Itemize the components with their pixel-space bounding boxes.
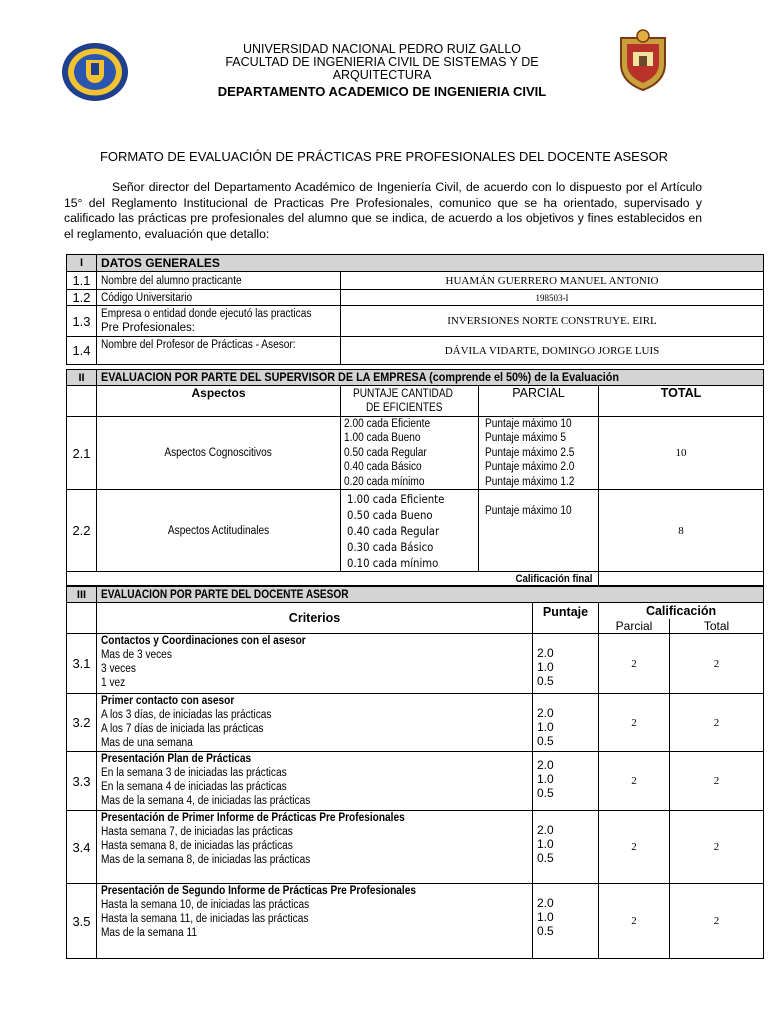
row-number: 3.2 [67,694,97,752]
parcial-value: 2 [599,694,670,752]
criteria-cell: Primer contacto con asesor A los 3 días, de iniciadas las prácticas A los 7 días de iniciada las prácticas Mas de una semana [97,694,533,752]
score-list: 2.0 1.0 0.5 [533,694,599,752]
total-value: 2 [670,811,764,884]
row-number: 1.2 [67,290,97,306]
row-number: 2.1 [67,417,97,490]
parcial-value: 2 [599,634,670,694]
row-number: 2.2 [67,490,97,572]
section-title: EVALUACION POR PARTE DEL SUPERVISOR DE LA EMPRESA (comprende el 50%) de la Evaluación [97,370,764,386]
total-value: 8 [599,490,764,572]
total-header: Total [670,619,764,634]
field-label: Empresa o entidad donde ejecutó las practicas Pre Profesionales: [97,306,341,337]
faculty-name-line2: ARQUITECTURA [332,68,432,82]
department-name: DEPARTAMENTO ACADEMICO DE INGENIERIA CIVIL [217,84,547,99]
empty-cell [67,386,97,417]
advisor-evaluation-table [66,586,764,959]
final-grade-label: Calificación final [67,572,599,586]
score-header: Puntaje [533,603,599,634]
row-number: 3.4 [67,811,97,884]
field-label: Código Universitario [97,290,341,306]
field-label: Nombre del Profesor de Prácticas - Asesor: [97,337,341,365]
final-grade-value [599,572,764,586]
row-number: 3.3 [67,752,97,811]
row-number: 3.1 [67,634,97,694]
aspect-label: Aspectos Cognoscitivos [97,417,341,490]
total-value: 2 [670,634,764,694]
intro-paragraph: Señor director del Departamento Académico de Ingeniería Civil, de acuerdo con lo dispuesto por el Artículo 15° del Reglamento Institucional de Practicas Pre Profesionales, comunico que se ha orientado, supervisado y calificado las prácticas pre profesionales del alumno que se indica, de acuerdo a los objetivos y fines establecidos en el reglamento, evaluación que detallo: [64,180,702,241]
parcial-header: PARCIAL [479,386,599,417]
parcial-value: 2 [599,884,670,959]
row-number: 1.4 [67,337,97,365]
parcial-value: 2 [599,752,670,811]
total-value: 2 [670,752,764,811]
company-value: INVERSIONES NORTE CONSTRUYE. EIRL [341,306,764,337]
student-name-value: HUAMÁN GUERRERO MANUEL ANTONIO [341,272,764,290]
total-header: TOTAL [599,386,764,417]
supervisor-evaluation-table [66,369,764,586]
parcial-header: Parcial [599,619,670,634]
row-number: 3.5 [67,884,97,959]
criteria-cell: Contactos y Coordinaciones con el asesor Mas de 3 veces 3 veces 1 vez [97,634,533,694]
section-title: DATOS GENERALES [97,255,764,272]
student-code-value: 198503-I [341,290,764,306]
criteria-cell: Presentación de Segundo Informe de Prácticas Pre Profesionales Hasta la semana 10, de iniciadas las prácticas Hasta la semana 11, de iniciadas las prácticas Mas de la semana 11 [97,884,533,959]
score-list: 2.0 1.0 0.5 [533,884,599,959]
advisor-value: DÁVILA VIDARTE, DOMINGO JORGE LUIS [341,337,764,365]
grade-header: Calificación [599,603,764,619]
parcial-value: 2 [599,811,670,884]
criteria-header: Criterios [97,603,533,634]
puntaje-list: 1.00 cada Eficiente 0.50 cada Bueno 0.40 cada Regular 0.30 cada Básico 0.10 cada mínimo [341,490,479,572]
university-logo [60,42,130,102]
aspects-header: Aspectos [97,386,341,417]
puntaje-header: PUNTAJE CANTIDAD DE EFICIENTES [341,386,479,417]
section-number: II [67,370,97,386]
score-list: 2.0 1.0 0.5 [533,634,599,694]
criteria-cell: Presentación de Primer Informe de Prácticas Pre Profesionales Hasta semana 7, de iniciadas las prácticas Hasta semana 8, de iniciadas las prácticas Mas de la semana 8, de iniciadas las prácticas [97,811,533,884]
section-title: EVALUACION POR PARTE DEL DOCENTE ASESOR [97,587,764,603]
university-name: UNIVERSIDAD NACIONAL PEDRO RUIZ GALLO [242,42,522,56]
row-number: 1.1 [67,272,97,290]
parcial-list: Puntaje máximo 10 [479,490,599,572]
aspect-label: Aspectos Actitudinales [97,490,341,572]
faculty-name-line1: FACULTAD DE INGENIERIA CIVIL DE SISTEMAS Y DE [225,55,539,69]
total-value: 2 [670,884,764,959]
document-title: FORMATO DE EVALUACIÓN DE PRÁCTICAS PRE PROFESIONALES DEL DOCENTE ASESOR [99,149,669,164]
faculty-logo [615,28,671,92]
total-value: 2 [670,694,764,752]
score-list: 2.0 1.0 0.5 [533,752,599,811]
field-label: Nombre del alumno practicante [97,272,341,290]
section-number: III [67,587,97,603]
general-data-table [66,254,764,365]
row-number: 1.3 [67,306,97,337]
puntaje-list: 2.00 cada Eficiente 1.00 cada Bueno 0.50 cada Regular 0.40 cada Básico 0.20 cada mínimo [341,417,479,490]
total-value: 10 [599,417,764,490]
criteria-cell: Presentación Plan de Prácticas En la semana 3 de iniciadas las prácticas En la semana 4 de iniciadas las prácticas Mas de la semana 4, de iniciadas las prácticas [97,752,533,811]
score-list: 2.0 1.0 0.5 [533,811,599,884]
empty-cell [67,603,97,634]
section-number: I [67,255,97,272]
parcial-list: Puntaje máximo 10 Puntaje máximo 5 Puntaje máximo 2.5 Puntaje máximo 2.0 Puntaje máximo 1.2 [479,417,599,490]
